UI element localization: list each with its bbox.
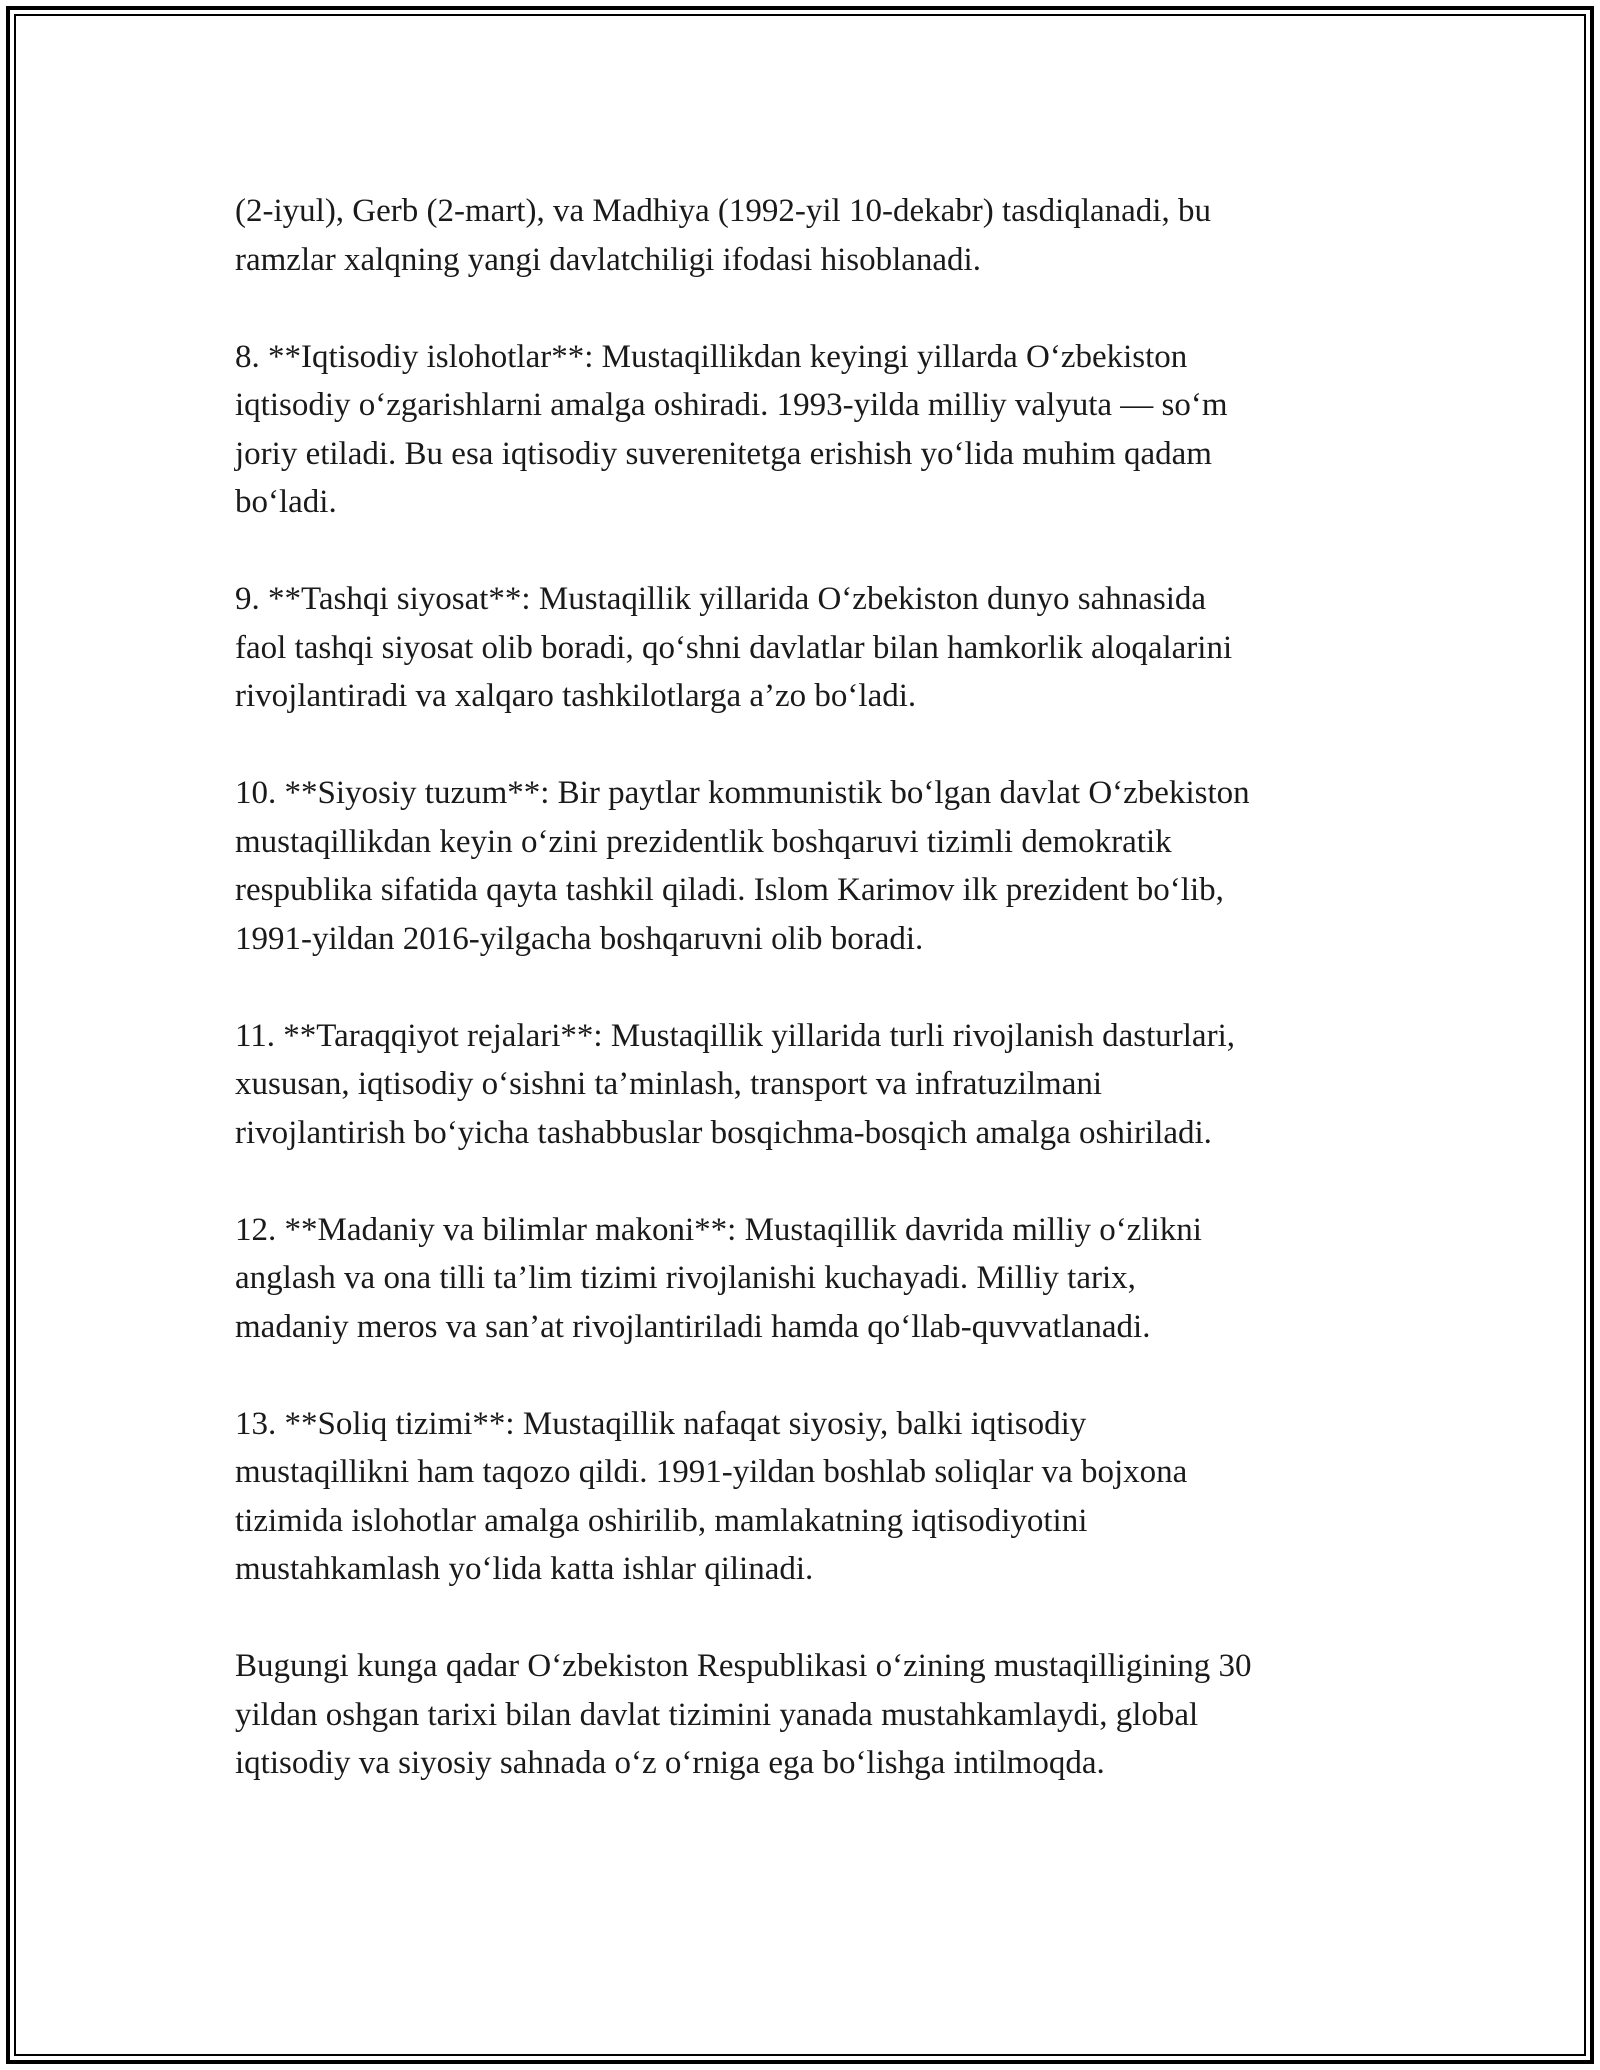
text-line: 10. **Siyosiy tuzum**: Bir paytlar kommunistik bo‘lgan davlat O‘zbekiston [235, 775, 1250, 811]
text-line: madaniy meros va san’at rivojlantiriladi hamda qo‘llab-quvvatlanadi. [235, 1308, 1151, 1345]
paragraph-culture-knowledge [235, 1206, 1395, 1352]
text-line: ramzlar xalqning yangi davlatchiligi ifodasi hisoblanadi. [235, 241, 981, 278]
text-line: anglash va ona tilli ta’lim tizimi rivojlanishi kuchayadi. Milliy tarix, [235, 1260, 1136, 1296]
text-line: xususan, iqtisodiy o‘sishni ta’minlash, transport va infratuzilmani [235, 1066, 1103, 1102]
text-line: mustaqillikni ham taqozo qildi. 1991-yildan boshlab soliqlar va bojxona [235, 1454, 1188, 1490]
text-line: bo‘ladi. [235, 484, 337, 520]
paragraph-symbols-continuation [235, 187, 1395, 284]
text-line: 1991-yildan 2016-yilgacha boshqaruvni olib boradi. [235, 920, 924, 957]
text-line: 11. **Taraqqiyot rejalari**: Mustaqillik yillarida turli rivojlanish dasturlari, [235, 1017, 1235, 1054]
text-line: mustahkamlash yo‘lida katta ishlar qilinadi. [235, 1551, 814, 1587]
paragraph-tax-system [235, 1400, 1395, 1594]
paragraph-foreign-policy [235, 575, 1395, 721]
text-line: mustaqillikdan keyin o‘zini prezidentlik boshqaruvi tizimli demokratik [235, 823, 1172, 860]
text-line: faol tashqi siyosat olib boradi, qo‘shni davlatlar bilan hamkorlik aloqalarini [235, 629, 1233, 666]
text-line: tizimida islohotlar amalga oshirilib, mamlakatning iqtisodiyotini [235, 1502, 1088, 1539]
paragraph-political-system [235, 769, 1395, 963]
text-line: (2-iyul), Gerb (2-mart), va Madhiya (1992-yil 10-dekabr) tasdiqlanadi, bu [235, 193, 1211, 229]
document-body [235, 187, 1395, 1836]
text-line: Bugungi kunga qadar O‘zbekiston Respublikasi o‘zining mustaqilligining 30 [235, 1648, 1252, 1684]
paragraph-development-plans [235, 1012, 1395, 1158]
text-line: 13. **Soliq tizimi**: Mustaqillik nafaqat siyosiy, balki iqtisodiy [235, 1405, 1087, 1442]
text-line: respublika sifatida qayta tashkil qiladi. Islom Karimov ilk prezident bo‘lib, [235, 872, 1224, 908]
text-line: 12. **Madaniy va bilimlar makoni**: Mustaqillik davrida milliy o‘zlikni [235, 1211, 1202, 1248]
text-line: iqtisodiy o‘zgarishlarni amalga oshiradi. 1993-yilda milliy valyuta — so‘m [235, 387, 1228, 423]
text-line: 9. **Tashqi siyosat**: Mustaqillik yillarida O‘zbekiston dunyo sahnasida [235, 581, 1207, 617]
paragraph-economic-reforms [235, 333, 1395, 527]
text-line: 8. **Iqtisodiy islohotlar**: Mustaqillikdan keyingi yillarda O‘zbekiston [235, 338, 1188, 375]
text-line: rivojlantirish bo‘yicha tashabbuslar bosqichma-bosqich amalga oshiriladi. [235, 1114, 1212, 1151]
text-line: rivojlantiradi va xalqaro tashkilotlarga a’zo bo‘ladi. [235, 678, 917, 714]
text-line: iqtisodiy va siyosiy sahnada o‘z o‘rniga ega bo‘lishga intilmoqda. [235, 1745, 1105, 1781]
paragraph-conclusion [235, 1642, 1395, 1788]
text-line: joriy etiladi. Bu esa iqtisodiy suverenitetga erishish yo‘lida muhim qadam [235, 435, 1212, 472]
text-line: yildan oshgan tarixi bilan davlat tizimini yanada mustahkamlaydi, global [235, 1696, 1199, 1733]
